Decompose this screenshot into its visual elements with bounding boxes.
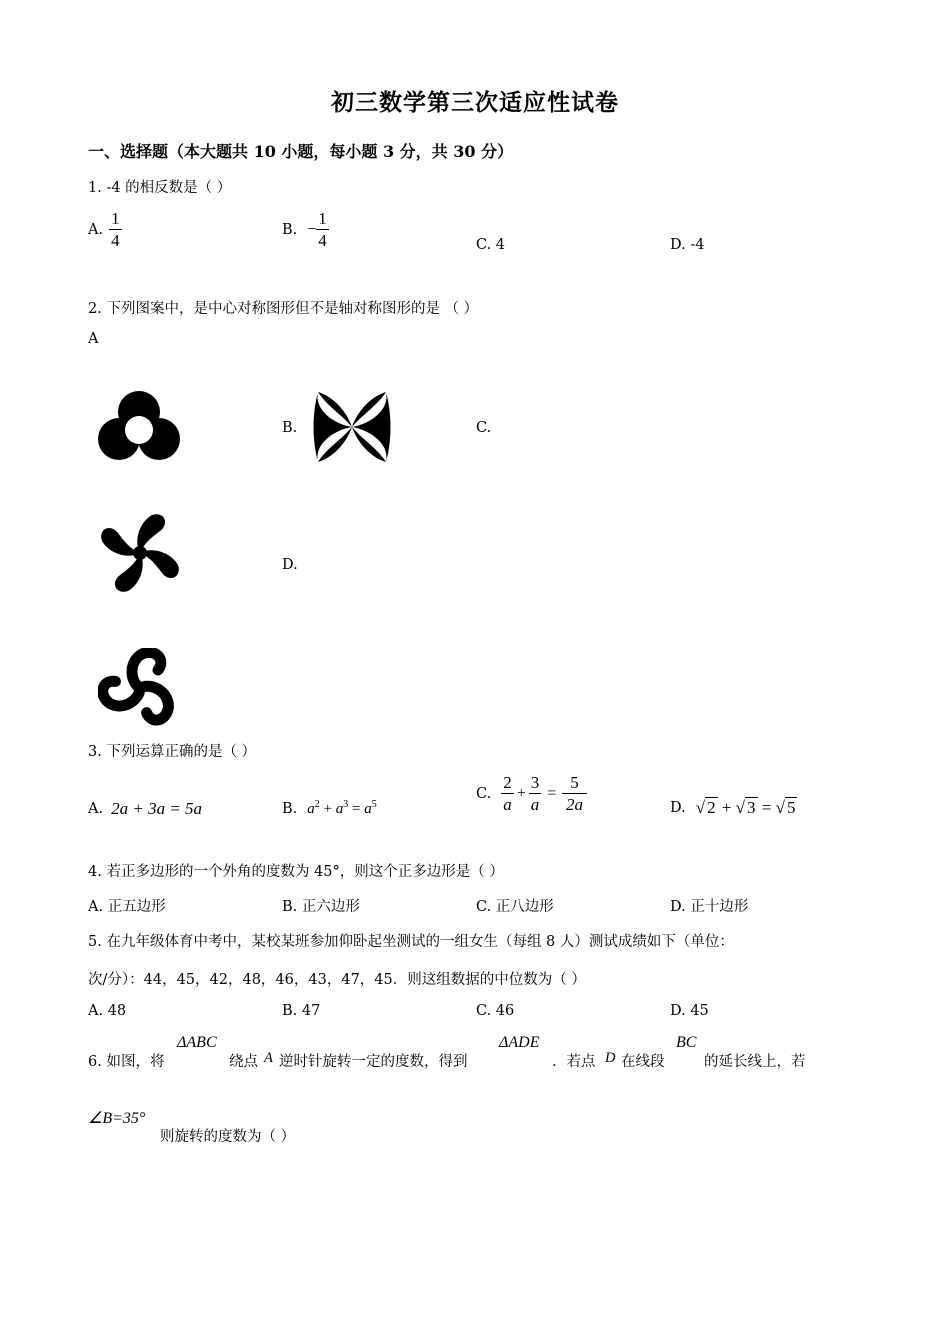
segment-bc: BC: [676, 1034, 697, 1051]
fraction-numerator: 5: [562, 774, 587, 794]
minus-sign: −: [307, 220, 317, 238]
trefoil-figure: [98, 648, 182, 726]
fraction-numerator: 1: [111, 209, 120, 228]
option-label: A.: [88, 801, 104, 817]
exponent: 2: [314, 799, 320, 810]
fraction-denominator: 2a: [566, 795, 583, 814]
question-5-option-b[interactable]: B. 47: [282, 1003, 321, 1019]
question-5-option-d[interactable]: D. 45: [670, 1003, 709, 1019]
expression: [696, 797, 798, 818]
option-label: C.: [476, 785, 492, 802]
pinwheel-figure: [98, 512, 182, 594]
option-label: A.: [88, 221, 104, 238]
angle-b: ∠B=35°: [88, 1110, 146, 1127]
question-4-option-b[interactable]: B. 正六边形: [282, 899, 360, 915]
question-5-stem-line-1: 5. 在九年级体育中考中，某校某班参加仰卧起坐测试的一组女生（每组 8 人）测试成绩如下（单位：: [88, 934, 734, 950]
triangle-ade: ΔADE: [499, 1034, 540, 1051]
question-1-option-c[interactable]: C. 4: [476, 237, 506, 253]
point-a: A: [264, 1050, 273, 1066]
operator: +: [319, 801, 336, 817]
fraction-denominator: a: [530, 795, 540, 814]
exponent: 3: [343, 799, 349, 810]
fraction-numerator: 2: [503, 773, 512, 792]
exponent: 5: [371, 799, 377, 810]
option-label: B.: [282, 800, 298, 817]
question-1-option-b[interactable]: [282, 210, 329, 249]
section-heading: 一、选择题（本大题共 10 小题，每小题 3 分，共 30 分）: [88, 142, 514, 161]
question-2-option-a-label[interactable]: A: [88, 331, 99, 347]
question-6-text: 逆时针旋转一定的度数，得到: [279, 1054, 468, 1070]
radicand: 3: [747, 798, 756, 817]
fraction: [562, 774, 587, 813]
question-6-text: 绕点: [229, 1054, 258, 1070]
question-5-option-c[interactable]: C. 46: [476, 1003, 515, 1019]
three-circle-figure: [96, 388, 182, 464]
fraction: [501, 774, 514, 813]
operator: =: [547, 784, 557, 802]
base: a: [364, 801, 372, 817]
option-label: D.: [670, 799, 686, 816]
question-3-option-b[interactable]: [282, 799, 377, 818]
question-3-option-d[interactable]: [670, 797, 797, 818]
question-6-prefix: 6. 如图，将: [88, 1054, 165, 1070]
question-5-stem-line-2: 次/分）：44，45，42，48，46，43，47，45．则这组数据的中位数为（ ）: [88, 972, 586, 988]
question-6-tail: 则旋转的度数为（ ）: [160, 1129, 296, 1145]
question-6-text: 的延长线上，若: [704, 1054, 806, 1070]
page-title: 初三数学第三次适应性试卷: [331, 89, 619, 116]
option-label: B.: [282, 221, 298, 238]
operator: =: [348, 801, 365, 817]
fraction-denominator: 4: [318, 231, 327, 250]
fraction: [109, 210, 122, 249]
triangle-abc: ΔABC: [177, 1034, 217, 1051]
question-3-option-c[interactable]: [476, 774, 587, 813]
question-4-stem: 4. 若正多边形的一个外角的度数为 45°，则这个正多边形是（ ）: [88, 864, 504, 880]
radical-sign: √: [695, 798, 706, 817]
base: a: [335, 801, 344, 817]
radicand: 2: [707, 798, 716, 817]
question-4-option-a[interactable]: A. 正五边形: [88, 899, 166, 915]
question-1-stem: 1. -4 的相反数是（ ）: [88, 180, 232, 196]
point-d: D: [605, 1050, 616, 1066]
question-2-option-d-label[interactable]: D.: [282, 557, 298, 573]
question-3-stem: 3. 下列运算正确的是（ ）: [88, 744, 257, 760]
question-4-option-c[interactable]: C. 正八边形: [476, 899, 554, 915]
question-4-option-d[interactable]: D. 正十边形: [670, 899, 749, 915]
fraction-numerator: 3: [530, 773, 540, 792]
fraction: [316, 210, 329, 249]
fraction: [529, 774, 542, 813]
expression: 2a + 3a = 5a: [111, 799, 203, 818]
fraction-denominator: a: [503, 795, 512, 814]
radical-sign: √: [735, 798, 745, 817]
fraction-numerator: 1: [318, 209, 327, 228]
question-2-option-b-label[interactable]: B.: [282, 420, 298, 436]
question-1-option-a[interactable]: [88, 210, 122, 249]
operator: +: [717, 798, 736, 817]
four-petal-figure: [312, 390, 392, 464]
question-6-text: 在线段: [621, 1054, 665, 1070]
expression: [307, 799, 376, 818]
question-1-option-d[interactable]: D. -4: [670, 237, 705, 253]
question-3-option-a[interactable]: [88, 799, 202, 819]
question-2-stem: 2. 下列图案中，是中心对称图形但不是轴对称图形的是 （ ）: [88, 301, 479, 317]
operator: =: [757, 798, 776, 817]
radicand: 5: [786, 798, 796, 817]
base: a: [307, 801, 315, 817]
fraction-denominator: 4: [111, 231, 120, 250]
question-5-option-a[interactable]: A. 48: [88, 1003, 127, 1019]
radical-sign: √: [775, 798, 785, 817]
question-6-text: ．若点: [552, 1054, 596, 1070]
operator: +: [516, 784, 526, 802]
question-2-option-c-label[interactable]: C.: [476, 420, 492, 436]
